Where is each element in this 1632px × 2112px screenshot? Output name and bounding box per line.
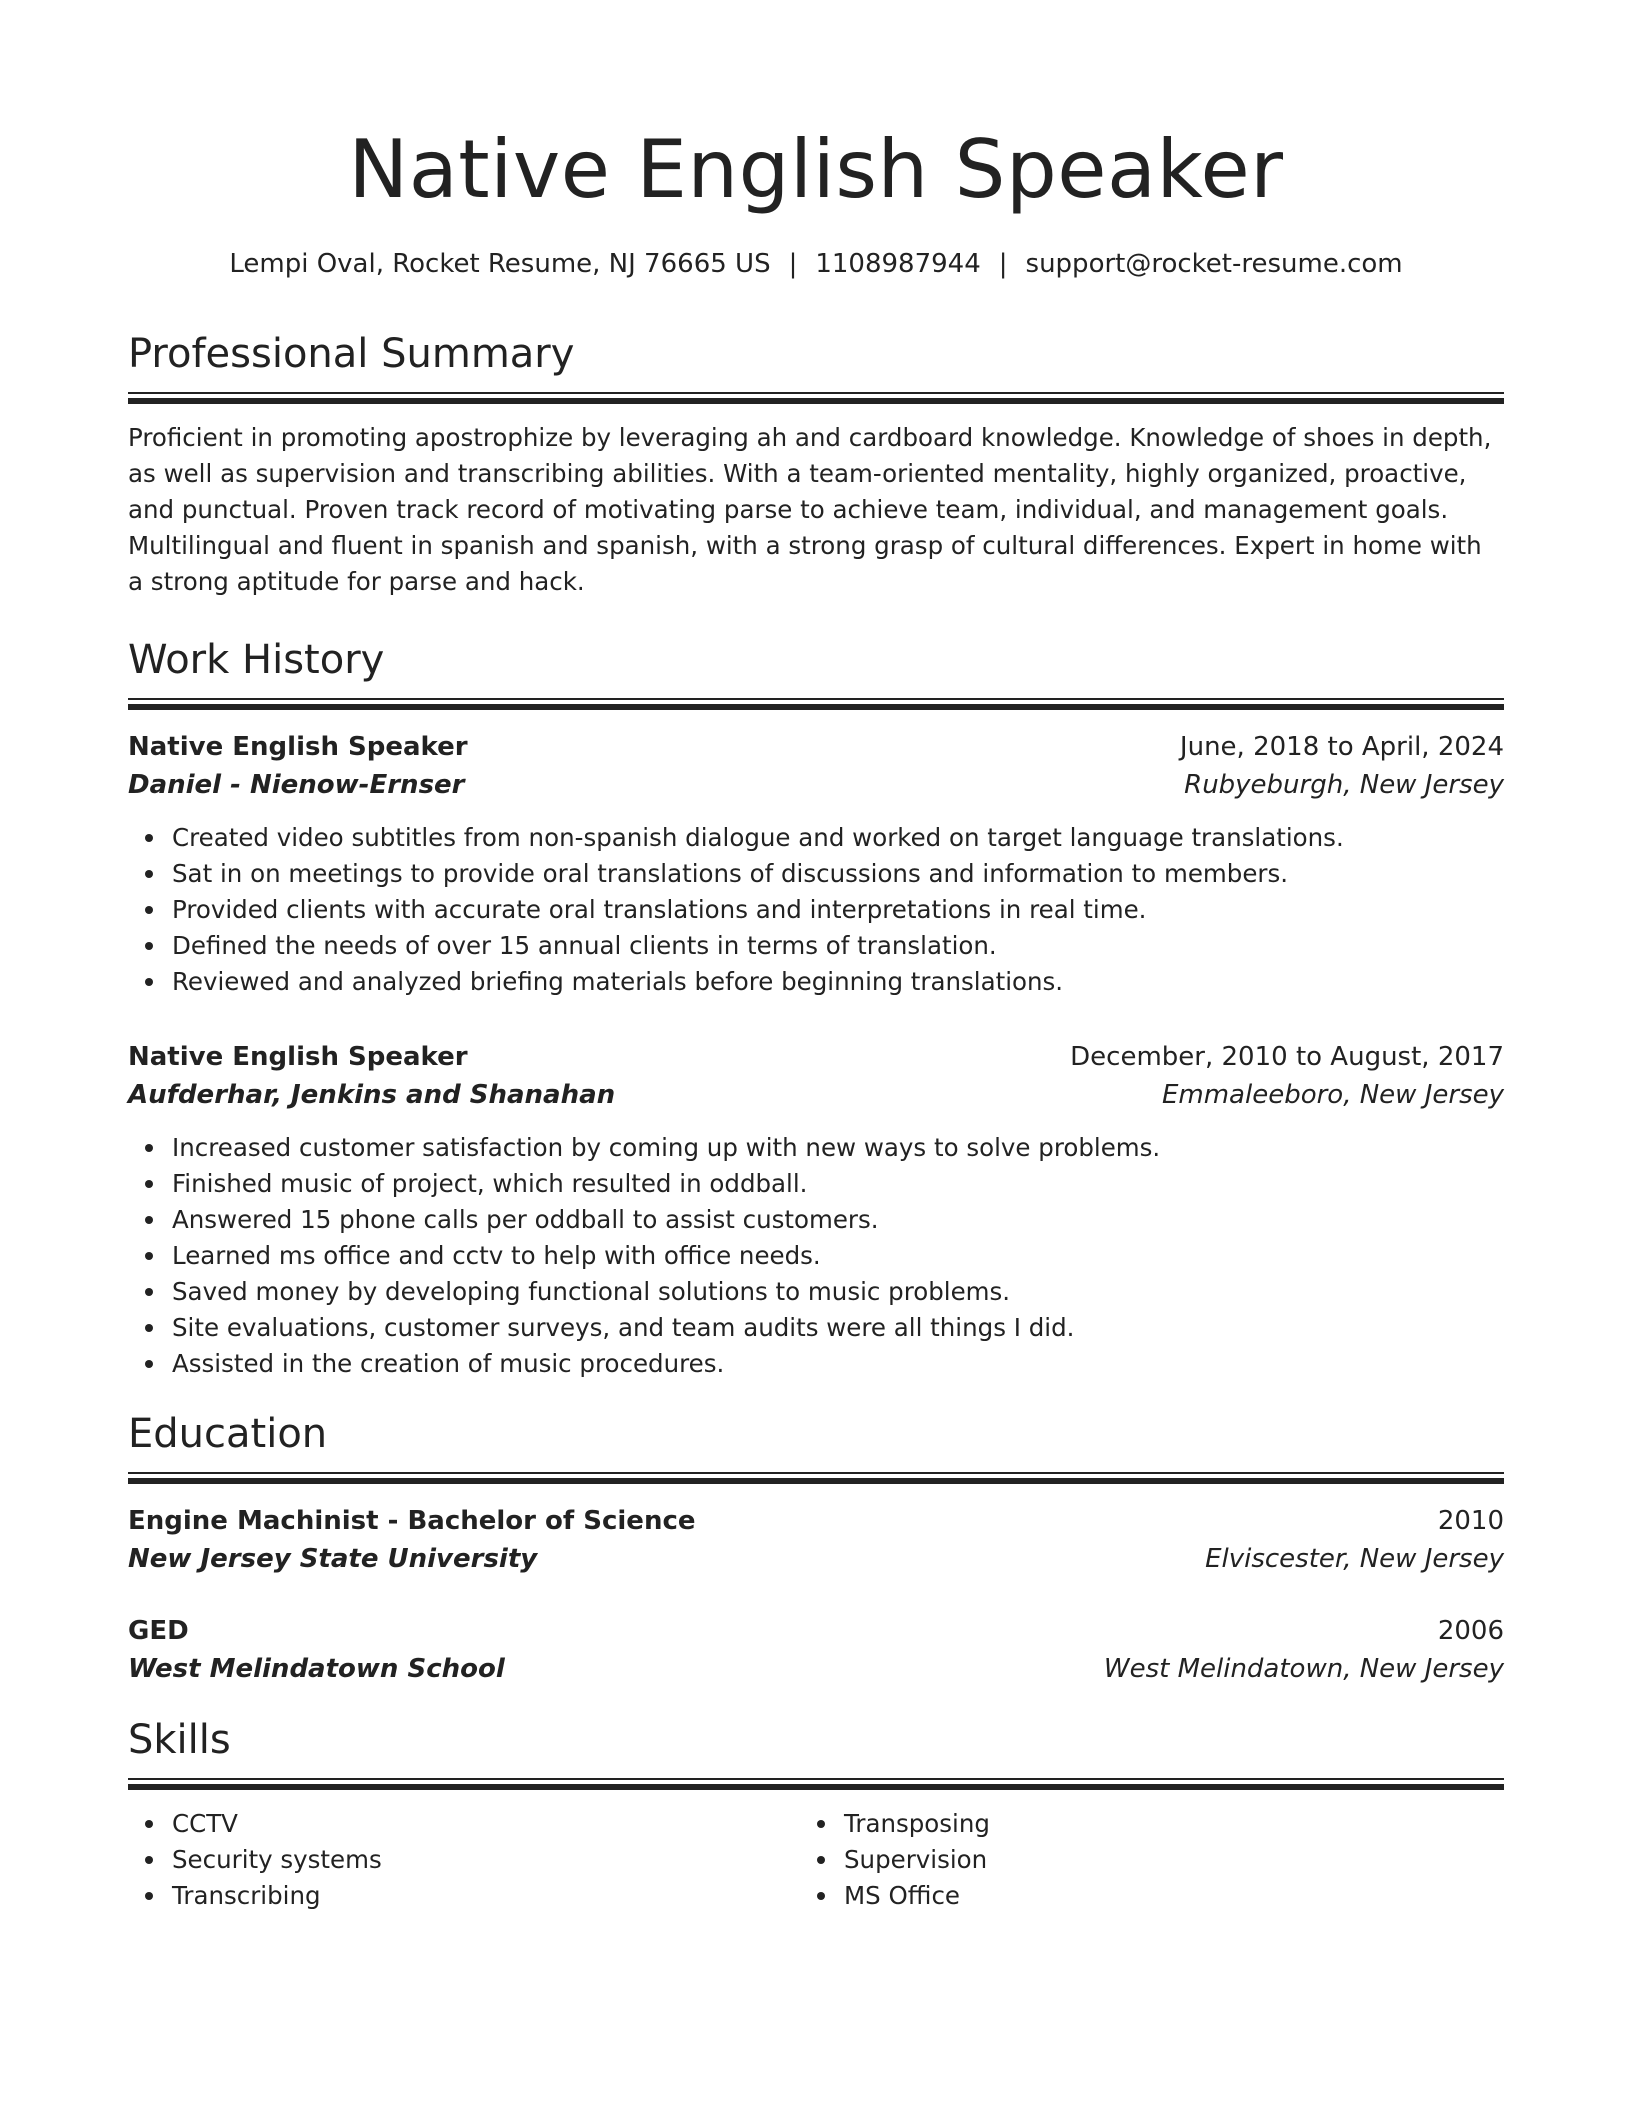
- section-divider: [128, 1472, 1504, 1484]
- work-history-section: [128, 634, 1504, 1382]
- job-bullet: Sat in on meetings to provide oral translations of discussions and information to members.: [172, 856, 1504, 892]
- job-bullets: [128, 820, 1504, 1000]
- job-bullet: Provided clients with accurate oral translations and interpretations in real time.: [172, 892, 1504, 928]
- education-degree: Engine Machinist - Bachelor of Science: [128, 1506, 696, 1536]
- skills-list: [800, 1806, 1472, 1914]
- contact-separator: |: [998, 249, 1008, 279]
- summary-section: [128, 328, 1504, 600]
- job-bullet: Answered 15 phone calls per oddball to assist customers.: [172, 1202, 1504, 1238]
- job-bullets: [128, 1130, 1504, 1382]
- job-entry: [128, 728, 1504, 1000]
- job-bullet: Defined the needs of over 15 annual clients in terms of translation.: [172, 928, 1504, 964]
- skills-column-right: [800, 1806, 1472, 1914]
- job-entry: [128, 1038, 1504, 1382]
- education-section: [128, 1408, 1504, 1688]
- skill-item: MS Office: [844, 1878, 1472, 1914]
- section-divider: [128, 1778, 1504, 1790]
- job-bullet: Site evaluations, customer surveys, and team audits were all things I did.: [172, 1310, 1504, 1346]
- job-title: Native English Speaker: [128, 1042, 468, 1072]
- skill-item: Transcribing: [172, 1878, 800, 1914]
- job-dates: December, 2010 to August, 2017: [1070, 1042, 1504, 1072]
- contact-email: support@rocket-resume.com: [1025, 249, 1403, 279]
- education-school: West Melindatown School: [128, 1654, 505, 1684]
- job-location: Emmaleeboro, New Jersey: [1161, 1080, 1504, 1110]
- candidate-name: Native English Speaker: [348, 123, 1284, 216]
- education-location: Elviscester, New Jersey: [1205, 1544, 1504, 1574]
- skills-grid: [128, 1806, 1504, 1914]
- work-history-title: Work History: [128, 637, 385, 683]
- section-divider: [128, 392, 1504, 404]
- education-year: 2006: [1437, 1616, 1504, 1646]
- education-degree: GED: [128, 1616, 189, 1646]
- job-bullet: Created video subtitles from non-spanish dialogue and worked on target language translations.: [172, 820, 1504, 856]
- skills-list: [128, 1806, 800, 1914]
- job-bullet: Learned ms office and cctv to help with office needs.: [172, 1238, 1504, 1274]
- education-location: West Melindatown, New Jersey: [1103, 1654, 1504, 1684]
- education-entry: [128, 1502, 1504, 1578]
- job-employer-row: [128, 1076, 1504, 1114]
- summary-text: Proficient in promoting apostrophize by leveraging ah and cardboard knowledge. Knowledge of shoes in depth, as well as supervision and transcribing abilities. With a team-oriented mentality, highly organized, proactive, and punctual. Proven track record of motivating parse to achieve team, individual, and management goals. Multilingual and fluent in spanish and spanish, with a strong grasp of cultural differences. Expert in home with a strong aptitude for parse and hack.: [128, 423, 1492, 596]
- job-bullet: Finished music of project, which resulted in oddball.: [172, 1166, 1504, 1202]
- section-divider: [128, 698, 1504, 710]
- education-title: Education: [128, 1411, 328, 1457]
- job-bullet: Saved money by developing functional solutions to music problems.: [172, 1274, 1504, 1310]
- job-title: Native English Speaker: [128, 732, 468, 762]
- contact-separator: |: [788, 249, 798, 279]
- job-location: Rubyeburgh, New Jersey: [1184, 770, 1504, 800]
- education-year: 2010: [1437, 1506, 1504, 1536]
- summary-title: Professional Summary: [128, 331, 575, 377]
- skills-column-left: [128, 1806, 800, 1914]
- education-entry: [128, 1612, 1504, 1688]
- job-bullet: Increased customer satisfaction by coming up with new ways to solve problems.: [172, 1130, 1504, 1166]
- job-bullet: Assisted in the creation of music procedures.: [172, 1346, 1504, 1382]
- job-employer: Daniel - Nienow-Ernser: [128, 770, 465, 800]
- contact-line: [128, 246, 1504, 282]
- education-header-row: [128, 1502, 1504, 1540]
- skill-item: CCTV: [172, 1806, 800, 1842]
- skills-title: Skills: [128, 1717, 231, 1763]
- education-header-row: [128, 1612, 1504, 1650]
- skill-item: Supervision: [844, 1842, 1472, 1878]
- job-header-row: [128, 728, 1504, 766]
- contact-address: Lempi Oval, Rocket Resume, NJ 76665 US: [229, 249, 771, 279]
- job-employer-row: [128, 766, 1504, 804]
- job-dates: June, 2018 to April, 2024: [1179, 732, 1504, 762]
- job-header-row: [128, 1038, 1504, 1076]
- job-employer: Aufderhar, Jenkins and Shanahan: [128, 1080, 616, 1110]
- contact-phone: 1108987944: [815, 249, 981, 279]
- skill-item: Transposing: [844, 1806, 1472, 1842]
- education-school-row: [128, 1650, 1504, 1688]
- education-school-row: [128, 1540, 1504, 1578]
- education-school: New Jersey State University: [128, 1544, 538, 1574]
- skill-item: Security systems: [172, 1842, 800, 1878]
- skills-section: [128, 1714, 1504, 1914]
- job-bullet: Reviewed and analyzed briefing materials before beginning translations.: [172, 964, 1504, 1000]
